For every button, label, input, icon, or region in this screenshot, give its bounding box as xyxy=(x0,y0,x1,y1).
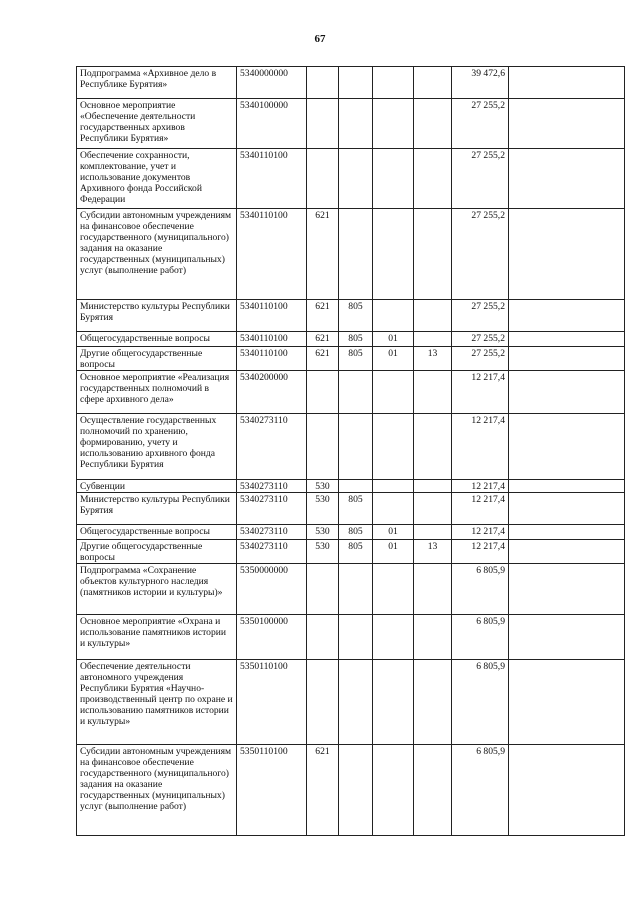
cell-sum: 27 255,2 xyxy=(452,209,509,300)
table-row xyxy=(77,347,625,371)
table-row xyxy=(77,67,625,99)
cell-name: Общегосударственные вопросы xyxy=(77,525,237,540)
cell-extra xyxy=(509,564,625,615)
cell-grbs: 805 xyxy=(339,493,373,525)
cell-sum: 6 805,9 xyxy=(452,564,509,615)
cell-pr: 13 xyxy=(414,540,452,564)
cell-vr xyxy=(307,99,339,149)
cell-grbs xyxy=(339,209,373,300)
cell-csr: 5340110100 xyxy=(237,149,307,209)
cell-extra xyxy=(509,67,625,99)
cell-csr: 5350100000 xyxy=(237,615,307,660)
cell-csr: 5340110100 xyxy=(237,209,307,300)
cell-pr xyxy=(414,745,452,836)
cell-pr xyxy=(414,480,452,493)
cell-sum: 27 255,2 xyxy=(452,300,509,332)
cell-rz xyxy=(373,493,414,525)
cell-name: Основное мероприятие «Реализация государственных полномочий в сфере архивного дела» xyxy=(77,371,237,414)
table-row xyxy=(77,300,625,332)
table-row xyxy=(77,480,625,493)
cell-extra xyxy=(509,347,625,371)
cell-rz xyxy=(373,414,414,480)
cell-pr xyxy=(414,660,452,745)
cell-grbs xyxy=(339,371,373,414)
table-row xyxy=(77,745,625,836)
cell-extra xyxy=(509,149,625,209)
table-row xyxy=(77,540,625,564)
cell-name: Общегосударственные вопросы xyxy=(77,332,237,347)
cell-pr xyxy=(414,67,452,99)
cell-sum: 27 255,2 xyxy=(452,347,509,371)
cell-rz: 01 xyxy=(373,525,414,540)
cell-csr: 5340100000 xyxy=(237,99,307,149)
table-row xyxy=(77,332,625,347)
cell-sum: 12 217,4 xyxy=(452,371,509,414)
cell-name: Подпрограмма «Сохранение объектов культурного наследия (памятников истории и культуры)» xyxy=(77,564,237,615)
table-row xyxy=(77,493,625,525)
cell-pr xyxy=(414,332,452,347)
cell-name: Субсидии автономным учреждениям на финансовое обеспечение государственного (муниципального) задания на оказание государственных (муниципальных) услуг (выполнение работ) xyxy=(77,209,237,300)
cell-pr: 13 xyxy=(414,347,452,371)
cell-grbs: 805 xyxy=(339,525,373,540)
cell-vr xyxy=(307,414,339,480)
cell-name: Обеспечение сохранности, комплектование, учет и использование документов Архивного фонда Российской Федерации xyxy=(77,149,237,209)
cell-rz xyxy=(373,300,414,332)
cell-sum: 6 805,9 xyxy=(452,615,509,660)
cell-rz xyxy=(373,745,414,836)
cell-csr: 5340200000 xyxy=(237,371,307,414)
cell-pr xyxy=(414,300,452,332)
cell-vr xyxy=(307,67,339,99)
page-number: 67 xyxy=(314,33,326,45)
cell-name: Осуществление государственных полномочий по хранению, формированию, учету и использованию архивного фонда Республики Бурятия xyxy=(77,414,237,480)
cell-vr xyxy=(307,660,339,745)
cell-extra xyxy=(509,414,625,480)
cell-pr xyxy=(414,525,452,540)
cell-sum: 12 217,4 xyxy=(452,480,509,493)
cell-csr: 5350000000 xyxy=(237,564,307,615)
cell-name: Основное мероприятие «Обеспечение деятельности государственных архивов Республики Бурятия» xyxy=(77,99,237,149)
cell-rz: 01 xyxy=(373,540,414,564)
cell-rz xyxy=(373,67,414,99)
cell-name: Обеспечение деятельности автономного учреждения Республики Бурятия «Научно-производственный центр по охране и использованию памятников истории и культуры» xyxy=(77,660,237,745)
table-row xyxy=(77,209,625,300)
cell-extra xyxy=(509,525,625,540)
cell-grbs xyxy=(339,99,373,149)
cell-pr xyxy=(414,414,452,480)
cell-extra xyxy=(509,615,625,660)
cell-vr xyxy=(307,371,339,414)
table-body xyxy=(77,67,625,836)
cell-extra xyxy=(509,99,625,149)
cell-vr: 530 xyxy=(307,525,339,540)
cell-name: Другие общегосударственные вопросы xyxy=(77,347,237,371)
cell-pr xyxy=(414,209,452,300)
cell-csr: 5340273110 xyxy=(237,480,307,493)
cell-grbs: 805 xyxy=(339,347,373,371)
cell-sum: 12 217,4 xyxy=(452,525,509,540)
cell-extra xyxy=(509,660,625,745)
cell-csr: 5340000000 xyxy=(237,67,307,99)
cell-vr: 621 xyxy=(307,300,339,332)
cell-vr xyxy=(307,149,339,209)
cell-csr: 5340273110 xyxy=(237,493,307,525)
cell-rz xyxy=(373,660,414,745)
cell-rz: 01 xyxy=(373,332,414,347)
cell-grbs xyxy=(339,480,373,493)
cell-csr: 5340110100 xyxy=(237,332,307,347)
table-row xyxy=(77,99,625,149)
cell-rz xyxy=(373,99,414,149)
cell-name: Субвенции xyxy=(77,480,237,493)
table-row xyxy=(77,615,625,660)
cell-vr: 530 xyxy=(307,480,339,493)
cell-csr: 5340273110 xyxy=(237,525,307,540)
cell-grbs xyxy=(339,660,373,745)
cell-extra xyxy=(509,300,625,332)
table-row xyxy=(77,525,625,540)
cell-pr xyxy=(414,564,452,615)
cell-sum: 12 217,4 xyxy=(452,493,509,525)
cell-csr: 5350110100 xyxy=(237,745,307,836)
cell-vr: 621 xyxy=(307,209,339,300)
cell-csr: 5340110100 xyxy=(237,347,307,371)
cell-grbs: 805 xyxy=(339,300,373,332)
cell-rz: 01 xyxy=(373,347,414,371)
cell-rz xyxy=(373,564,414,615)
cell-sum: 27 255,2 xyxy=(452,332,509,347)
cell-grbs xyxy=(339,564,373,615)
cell-sum: 6 805,9 xyxy=(452,660,509,745)
cell-extra xyxy=(509,371,625,414)
cell-sum: 27 255,2 xyxy=(452,149,509,209)
cell-name: Другие общегосударственные вопросы xyxy=(77,540,237,564)
cell-csr: 5340273110 xyxy=(237,414,307,480)
cell-vr: 621 xyxy=(307,332,339,347)
cell-grbs xyxy=(339,149,373,209)
cell-grbs xyxy=(339,414,373,480)
cell-vr xyxy=(307,615,339,660)
cell-extra xyxy=(509,493,625,525)
cell-extra xyxy=(509,209,625,300)
cell-grbs xyxy=(339,745,373,836)
cell-vr: 621 xyxy=(307,347,339,371)
cell-rz xyxy=(373,149,414,209)
cell-extra xyxy=(509,332,625,347)
cell-csr: 5340273110 xyxy=(237,540,307,564)
cell-pr xyxy=(414,149,452,209)
table-row xyxy=(77,660,625,745)
cell-sum: 27 255,2 xyxy=(452,99,509,149)
cell-rz xyxy=(373,480,414,493)
cell-sum: 12 217,4 xyxy=(452,414,509,480)
cell-pr xyxy=(414,493,452,525)
cell-csr: 5350110100 xyxy=(237,660,307,745)
cell-pr xyxy=(414,371,452,414)
cell-grbs: 805 xyxy=(339,540,373,564)
cell-name: Подпрограмма «Архивное дело в Республике Бурятия» xyxy=(77,67,237,99)
cell-vr xyxy=(307,564,339,615)
cell-grbs xyxy=(339,615,373,660)
cell-pr xyxy=(414,99,452,149)
cell-grbs: 805 xyxy=(339,332,373,347)
cell-name: Министерство культуры Республики Бурятия xyxy=(77,493,237,525)
budget-table xyxy=(76,66,625,836)
table-row xyxy=(77,414,625,480)
cell-rz xyxy=(373,209,414,300)
cell-vr: 530 xyxy=(307,493,339,525)
cell-rz xyxy=(373,371,414,414)
cell-rz xyxy=(373,615,414,660)
table-row xyxy=(77,149,625,209)
cell-sum: 39 472,6 xyxy=(452,67,509,99)
cell-sum: 6 805,9 xyxy=(452,745,509,836)
cell-vr: 621 xyxy=(307,745,339,836)
cell-extra xyxy=(509,540,625,564)
cell-extra xyxy=(509,480,625,493)
cell-extra xyxy=(509,745,625,836)
cell-name: Основное мероприятие «Охрана и использование памятников истории и культуры» xyxy=(77,615,237,660)
cell-vr: 530 xyxy=(307,540,339,564)
table-row xyxy=(77,371,625,414)
cell-name: Субсидии автономным учреждениям на финансовое обеспечение государственного (муниципального) задания на оказание государственных (муниципальных) услуг (выполнение работ) xyxy=(77,745,237,836)
table-row xyxy=(77,564,625,615)
cell-pr xyxy=(414,615,452,660)
cell-name: Министерство культуры Республики Бурятия xyxy=(77,300,237,332)
cell-csr: 5340110100 xyxy=(237,300,307,332)
cell-grbs xyxy=(339,67,373,99)
cell-sum: 12 217,4 xyxy=(452,540,509,564)
